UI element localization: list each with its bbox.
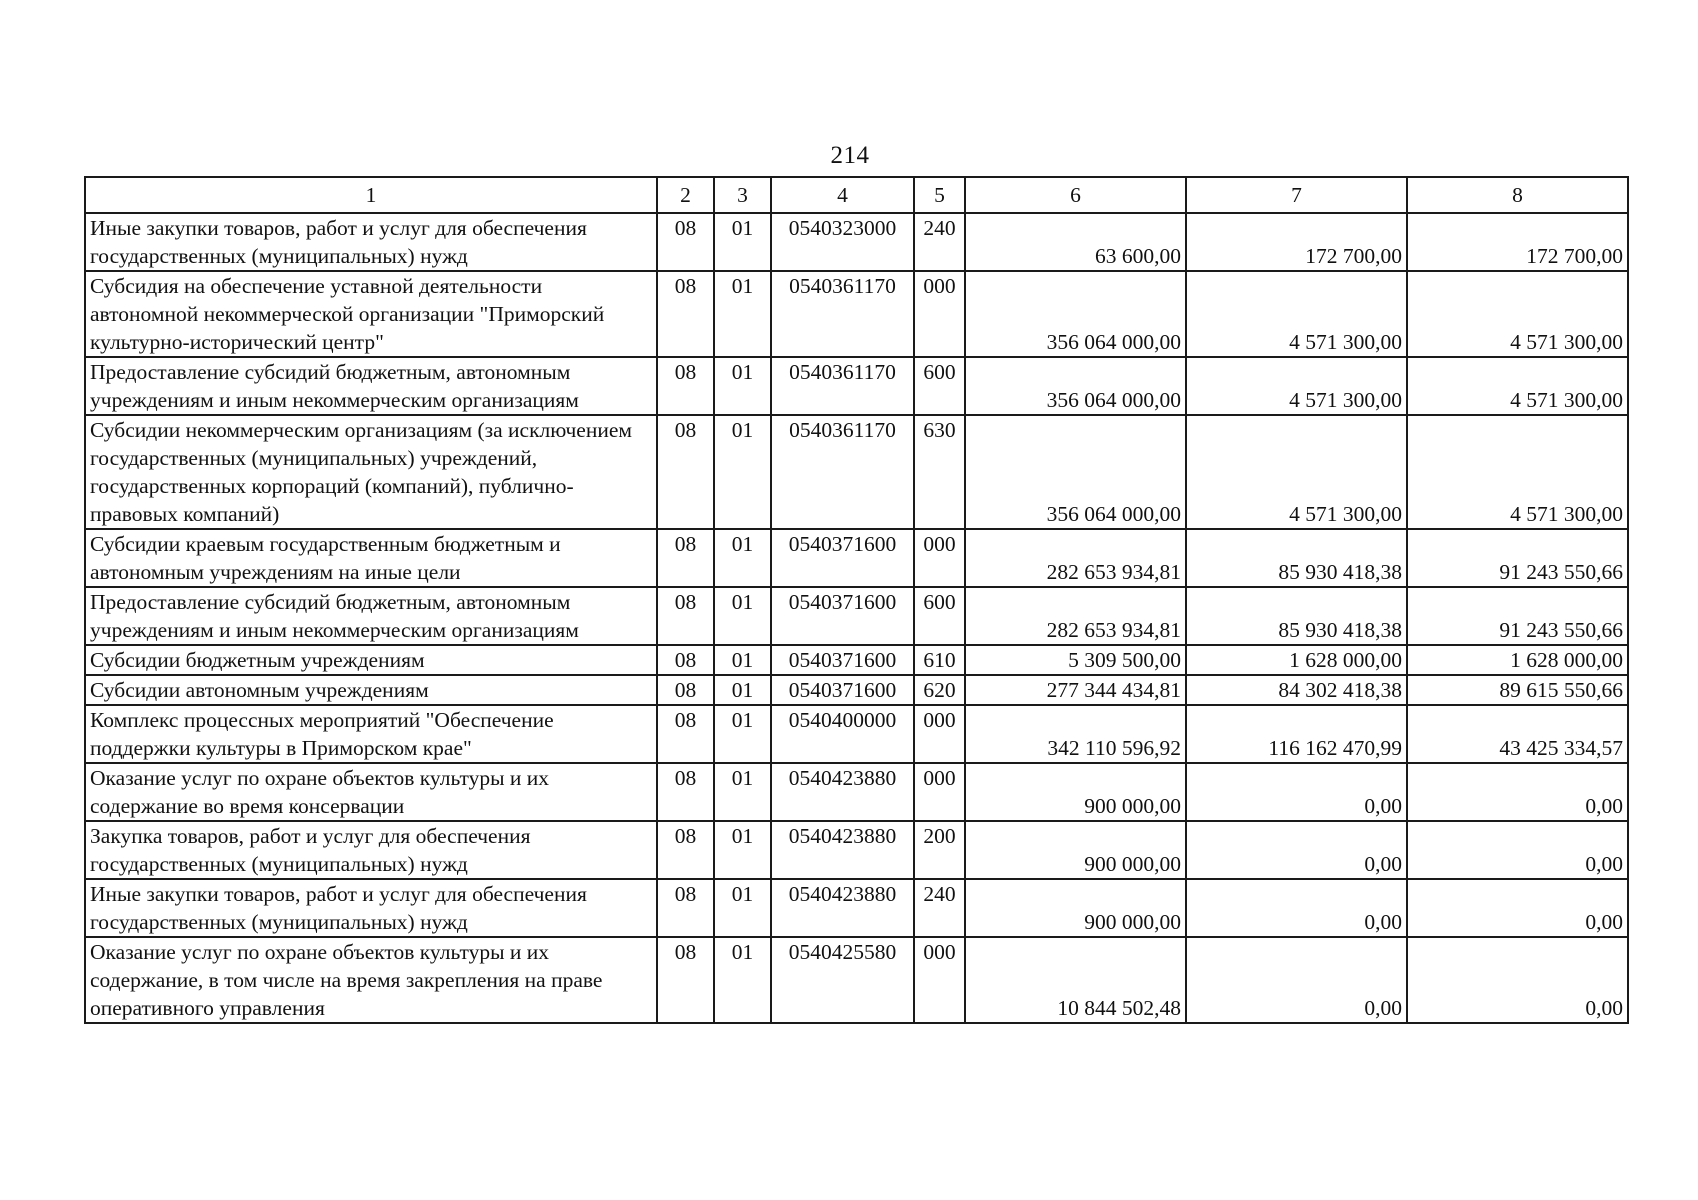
- section-code: 08: [657, 529, 714, 587]
- expense-type-code: 600: [914, 587, 965, 645]
- amount-col-8: 0,00: [1407, 821, 1628, 879]
- section-code: 08: [657, 821, 714, 879]
- target-article-code: 0540400000: [771, 705, 914, 763]
- budget-table: [84, 176, 1629, 1024]
- amount-col-6: 900 000,00: [965, 763, 1186, 821]
- expense-type-code: 000: [914, 763, 965, 821]
- section-code: 08: [657, 587, 714, 645]
- expense-type-code: 000: [914, 705, 965, 763]
- section-code: 08: [657, 415, 714, 529]
- amount-col-7: 116 162 470,99: [1186, 705, 1407, 763]
- column-header-7: 7: [1186, 177, 1407, 213]
- table-row: [85, 271, 1628, 357]
- section-code: 08: [657, 675, 714, 705]
- amount-col-7: 1 628 000,00: [1186, 645, 1407, 675]
- section-code: 08: [657, 213, 714, 271]
- expense-type-code: 600: [914, 357, 965, 415]
- table-row: [85, 937, 1628, 1023]
- amount-col-7: 0,00: [1186, 821, 1407, 879]
- table-row: [85, 529, 1628, 587]
- row-description: Иные закупки товаров, работ и услуг для обеспечения государственных (муниципальных) нужд: [85, 213, 657, 271]
- expense-type-code: 620: [914, 675, 965, 705]
- subsection-code: 01: [714, 529, 771, 587]
- row-description: Иные закупки товаров, работ и услуг для обеспечения государственных (муниципальных) нужд: [85, 879, 657, 937]
- expense-type-code: 630: [914, 415, 965, 529]
- target-article-code: 0540371600: [771, 587, 914, 645]
- amount-col-8: 0,00: [1407, 937, 1628, 1023]
- target-article-code: 0540371600: [771, 529, 914, 587]
- target-article-code: 0540423880: [771, 763, 914, 821]
- row-description: Субсидии бюджетным учреждениям: [85, 645, 657, 675]
- target-article-code: 0540323000: [771, 213, 914, 271]
- table-row: [85, 879, 1628, 937]
- subsection-code: 01: [714, 587, 771, 645]
- row-description: Оказание услуг по охране объектов культуры и их содержание, в том числе на время закрепления на праве оперативного управления: [85, 937, 657, 1023]
- amount-col-6: 900 000,00: [965, 879, 1186, 937]
- subsection-code: 01: [714, 271, 771, 357]
- amount-col-6: 63 600,00: [965, 213, 1186, 271]
- subsection-code: 01: [714, 937, 771, 1023]
- row-description: Предоставление субсидий бюджетным, автономным учреждениям и иным некоммерческим организациям: [85, 587, 657, 645]
- amount-col-7: 4 571 300,00: [1186, 271, 1407, 357]
- row-description: Субсидия на обеспечение уставной деятельности автономной некоммерческой организации "Приморский культурно-исторический центр": [85, 271, 657, 357]
- section-code: 08: [657, 763, 714, 821]
- amount-col-7: 84 302 418,38: [1186, 675, 1407, 705]
- table-row: [85, 645, 1628, 675]
- row-description: Предоставление субсидий бюджетным, автономным учреждениям и иным некоммерческим организациям: [85, 357, 657, 415]
- target-article-code: 0540425580: [771, 937, 914, 1023]
- amount-col-7: 0,00: [1186, 937, 1407, 1023]
- table-row: [85, 821, 1628, 879]
- row-description: Субсидии краевым государственным бюджетным и автономным учреждениям на иные цели: [85, 529, 657, 587]
- expense-type-code: 000: [914, 937, 965, 1023]
- amount-col-6: 5 309 500,00: [965, 645, 1186, 675]
- expense-type-code: 610: [914, 645, 965, 675]
- target-article-code: 0540423880: [771, 879, 914, 937]
- subsection-code: 01: [714, 415, 771, 529]
- amount-col-6: 356 064 000,00: [965, 357, 1186, 415]
- amount-col-7: 0,00: [1186, 763, 1407, 821]
- amount-col-8: 0,00: [1407, 763, 1628, 821]
- subsection-code: 01: [714, 763, 771, 821]
- column-header-3: 3: [714, 177, 771, 213]
- table-row: [85, 213, 1628, 271]
- amount-col-6: 282 653 934,81: [965, 529, 1186, 587]
- table-row: [85, 587, 1628, 645]
- column-header-4: 4: [771, 177, 914, 213]
- target-article-code: 0540371600: [771, 645, 914, 675]
- table-header-row: [85, 177, 1628, 213]
- section-code: 08: [657, 357, 714, 415]
- budget-table-body: [85, 177, 1628, 1023]
- amount-col-8: 91 243 550,66: [1407, 587, 1628, 645]
- amount-col-6: 900 000,00: [965, 821, 1186, 879]
- amount-col-8: 4 571 300,00: [1407, 271, 1628, 357]
- amount-col-7: 85 930 418,38: [1186, 529, 1407, 587]
- row-description: Оказание услуг по охране объектов культуры и их содержание во время консервации: [85, 763, 657, 821]
- row-description: Субсидии некоммерческим организациям (за исключением государственных (муниципальных) учреждений, государственных корпораций (компаний), публично-правовых компаний): [85, 415, 657, 529]
- subsection-code: 01: [714, 357, 771, 415]
- amount-col-8: 89 615 550,66: [1407, 675, 1628, 705]
- row-description: Закупка товаров, работ и услуг для обеспечения государственных (муниципальных) нужд: [85, 821, 657, 879]
- amount-col-7: 4 571 300,00: [1186, 357, 1407, 415]
- amount-col-7: 0,00: [1186, 879, 1407, 937]
- amount-col-8: 91 243 550,66: [1407, 529, 1628, 587]
- subsection-code: 01: [714, 705, 771, 763]
- amount-col-8: 0,00: [1407, 879, 1628, 937]
- section-code: 08: [657, 879, 714, 937]
- subsection-code: 01: [714, 675, 771, 705]
- table-row: [85, 705, 1628, 763]
- amount-col-6: 356 064 000,00: [965, 271, 1186, 357]
- target-article-code: 0540361170: [771, 357, 914, 415]
- amount-col-6: 10 844 502,48: [965, 937, 1186, 1023]
- amount-col-6: 277 344 434,81: [965, 675, 1186, 705]
- column-header-1: 1: [85, 177, 657, 213]
- table-row: [85, 415, 1628, 529]
- subsection-code: 01: [714, 821, 771, 879]
- table-row: [85, 675, 1628, 705]
- column-header-6: 6: [965, 177, 1186, 213]
- amount-col-7: 172 700,00: [1186, 213, 1407, 271]
- section-code: 08: [657, 705, 714, 763]
- expense-type-code: 000: [914, 271, 965, 357]
- page-number: 214: [830, 142, 870, 169]
- target-article-code: 0540371600: [771, 675, 914, 705]
- amount-col-6: 356 064 000,00: [965, 415, 1186, 529]
- target-article-code: 0540361170: [771, 271, 914, 357]
- row-description: Комплекс процессных мероприятий "Обеспечение поддержки культуры в Приморском крае": [85, 705, 657, 763]
- column-header-8: 8: [1407, 177, 1628, 213]
- amount-col-8: 172 700,00: [1407, 213, 1628, 271]
- column-header-5: 5: [914, 177, 965, 213]
- amount-col-7: 4 571 300,00: [1186, 415, 1407, 529]
- amount-col-8: 43 425 334,57: [1407, 705, 1628, 763]
- subsection-code: 01: [714, 213, 771, 271]
- amount-col-6: 282 653 934,81: [965, 587, 1186, 645]
- table-row: [85, 357, 1628, 415]
- section-code: 08: [657, 645, 714, 675]
- amount-col-8: 1 628 000,00: [1407, 645, 1628, 675]
- section-code: 08: [657, 271, 714, 357]
- amount-col-8: 4 571 300,00: [1407, 415, 1628, 529]
- table-row: [85, 763, 1628, 821]
- target-article-code: 0540423880: [771, 821, 914, 879]
- expense-type-code: 200: [914, 821, 965, 879]
- expense-type-code: 240: [914, 213, 965, 271]
- column-header-2: 2: [657, 177, 714, 213]
- subsection-code: 01: [714, 879, 771, 937]
- target-article-code: 0540361170: [771, 415, 914, 529]
- expense-type-code: 240: [914, 879, 965, 937]
- amount-col-8: 4 571 300,00: [1407, 357, 1628, 415]
- subsection-code: 01: [714, 645, 771, 675]
- amount-col-7: 85 930 418,38: [1186, 587, 1407, 645]
- row-description: Субсидии автономным учреждениям: [85, 675, 657, 705]
- expense-type-code: 000: [914, 529, 965, 587]
- amount-col-6: 342 110 596,92: [965, 705, 1186, 763]
- section-code: 08: [657, 937, 714, 1023]
